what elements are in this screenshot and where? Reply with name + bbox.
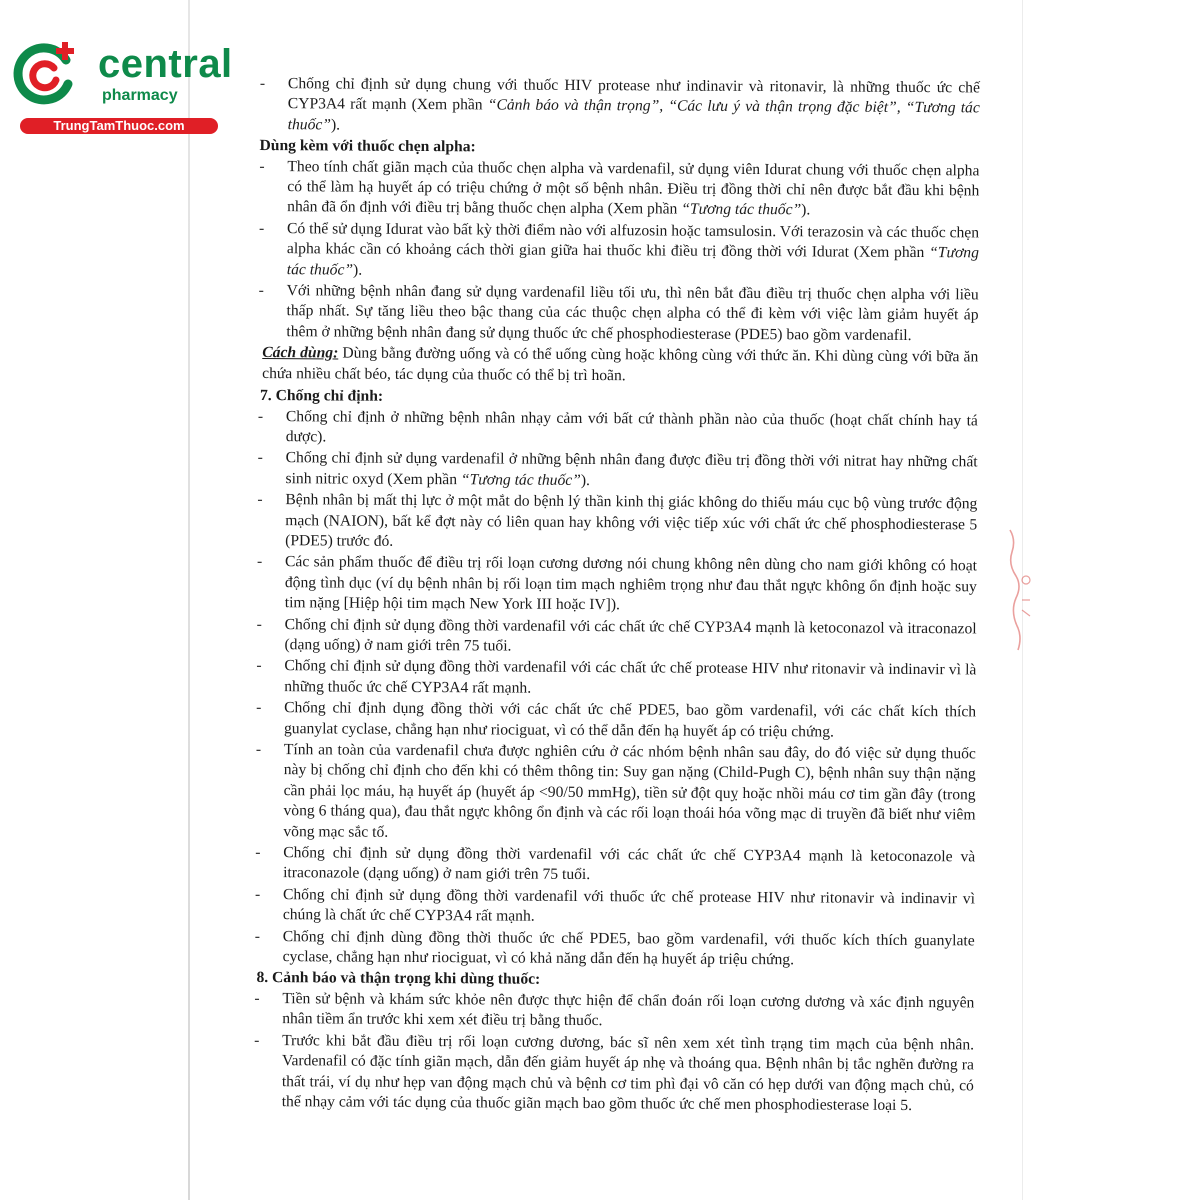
- dash-bullet: -: [257, 407, 264, 425]
- dash-bullet: -: [257, 449, 263, 467]
- dash-bullet: -: [256, 699, 262, 717]
- dash-bullet: -: [256, 615, 262, 633]
- list-item: - Chống chỉ định dùng đồng thời thuốc ức chế PDE5, bao gồm vardenafil, với thuốc kích thích guanylate cyclase, chẳng hạn như riociguat, vì có khả năng dẫn đến hạ huyết áp triệu chứng.: [254, 927, 975, 969]
- dash-bullet: -: [254, 989, 260, 1007]
- dash-bullet: -: [255, 740, 262, 759]
- central-pharmacy-logo-icon: [10, 38, 80, 108]
- brand-name: central: [98, 42, 233, 86]
- usage-paragraph: Cách dùng: Dùng bằng đường uống và có thể uống cùng hoặc không cùng với thức ăn. Khi dùng cùng với bữa ăn chứa nhiều chất béo, tác dụng của thuốc có thể bị trì hoãn.: [262, 344, 979, 384]
- list-item: - Chống chỉ định sử dụng đồng thời vardenafil với các chất ức chế protease HIV như ritonavir và indinavir vì là những thuốc ức chế CYP3A4 rất mạnh.: [256, 657, 977, 697]
- dash-bullet: -: [255, 844, 261, 862]
- dash-bullet: -: [259, 157, 265, 175]
- dash-bullet: -: [254, 927, 260, 945]
- brand-sub: pharmacy: [102, 87, 178, 104]
- list-item: - Chống chỉ định sử dụng đồng thời vardenafil với thuốc ức chế protease HIV như ritonavir và indinavir vì chúng là chất ức chế CYP3A4 rất mạnh.: [254, 885, 976, 925]
- section-heading-8: 8. Cảnh báo và thận trọng khi dùng thuốc:: [256, 969, 541, 989]
- section-heading-alpha: Dùng kèm với thuốc chẹn alpha:: [259, 137, 476, 156]
- list-item: - Chống chỉ định sử dụng đồng thời vardenafil với các chất ức chế CYP3A4 mạnh là ketoconazole và itraconazole (dạng uống) ở nam giới trên 75 tuổi.: [255, 844, 976, 884]
- document-body: [252, 74, 980, 1118]
- dash-bullet: -: [254, 885, 261, 903]
- brand-url[interactable]: TrungTamThuoc.com: [20, 118, 218, 134]
- dash-bullet: -: [254, 1031, 260, 1049]
- list-item: - Trước khi bắt đầu điều trị rối loạn cương dương, bác sĩ nên xem xét tình trạng tim mạch của bệnh nhân. Vardenafil có đặc tính giãn mạch, dẫn đến giảm huyết áp nhẹ và thoáng qua. Bệnh nhân bị tắc nghẽn đường ra thất trái, ví dụ như hẹp van động mạch chủ và bệnh cơ tim phì đại vô căn có hẹp dưới van động mạch chủ, có thể nhạy cảm với tác dụng của thuốc giãn mạch bao gồm thuốc ức chế men phosphodiesterase loại 5.: [254, 1031, 975, 1114]
- list-item: - Tiền sử bệnh và khám sức khỏe nên được thực hiện để chẩn đoán rối loạn cương dương và xác định nguyên nhân tiềm ẩn trước khi xem xét điều trị bằng thuốc.: [254, 989, 975, 1030]
- section-heading-7: 7. Chống chỉ định:: [259, 387, 384, 405]
- dash-bullet: -: [259, 219, 265, 237]
- dash-bullet: -: [258, 282, 264, 300]
- stamp-mark-icon: [1000, 520, 1040, 670]
- list-item: - Có thể sử dụng Idurat vào bất kỳ thời điểm nào với alfuzosin hoặc tamsulosin. Với terazosin và các thuốc chẹn alpha khác cần có khoảng cách thời gian giữa hai thuốc khi điều trị đồng thời với Idurat (Xem phần “Tương tác thuốc”).: [259, 219, 980, 279]
- list-item: - Tính an toàn của vardenafil chưa được nghiên cứu ở các nhóm bệnh nhân sau đây, do đó việc sử dụng thuốc này bị chống chỉ định cho đến khi có thêm thông tin: Suy gan nặng (Child-Pugh C), bệnh nhân suy thận nặng cần phải lọc máu, hạ huyết áp (huyết áp <90/50 mmHg), tiền sử đột quỵ hoặc nhồi máu cơ tim gần đây (trong vòng 6 tháng qua), đau thắt ngực không ổn định và các rối loạn thoái hóa võng mạc di truyền đã biết như viêm võng mạc sắc tố.: [255, 740, 976, 841]
- list-item: - Bệnh nhân bị mất thị lực ở một mắt do bệnh lý thần kinh thị giác không do thiếu máu cục bộ vùng trước động mạch (NAION), bất kể đợt này có liên quan hay không với việc tiếp xúc với chất ức chế phosphodiesterase 5 (PDE5) trước đó.: [257, 491, 978, 550]
- list-item: - Chống chỉ định ở những bệnh nhân nhạy cảm với bất cứ thành phần nào của thuốc (hoạt chất chính hay tá dược).: [257, 407, 978, 446]
- list-item: - Chống chỉ định sử dụng chung với thuốc HIV protease như indinavir và ritonavir, là những thuốc ức chế CYP3A4 rất mạnh (Xem phần “Cảnh báo và thận trọng”, “Các lưu ý và thận trọng đặc biệt”, “Tương tác thuốc”).: [259, 75, 980, 134]
- list-item: - Các sản phẩm thuốc để điều trị rối loạn cương dương nói chung không nên dùng cho nam giới không có hoạt động tình dục (ví dụ bệnh nhân bị rối loạn tim mạch nghiêm trọng như đau thắt ngực không ổn định hoặc suy tim nặng [Hiệp hội tim mạch New York III hoặc IV]).: [256, 553, 978, 614]
- list-item: - Theo tính chất giãn mạch của thuốc chẹn alpha và vardenafil, sử dụng viên Idurat chung với thuốc chẹn alpha có thể làm hạ huyết áp có triệu chứng ở một số bệnh nhân. Điều trị đồng thời chỉ nên được bắt đầu khi bệnh nhân đã ổn định với điều trị bằng thuốc chẹn alpha (Xem phần “Tương tác thuốc”).: [259, 157, 980, 219]
- dash-bullet: -: [257, 491, 263, 509]
- dash-bullet: -: [259, 75, 266, 93]
- list-item: - Chống chỉ định sử dụng vardenafil ở những bệnh nhân đang được điều trị đồng thời với nitrat hay những chất sinh nitric oxyd (Xem phần “Tương tác thuốc”).: [257, 449, 978, 489]
- dash-bullet: -: [256, 657, 262, 675]
- usage-label: Cách dùng:: [262, 344, 339, 362]
- brand-logo[interactable]: [10, 36, 233, 136]
- list-item: - Chống chỉ định dụng đồng thời với các chất ức chế PDE5, bao gồm vardenafil, với các chất kích thích guanylat cyclase, chẳng hạn như riociguat, vì có thể dẫn đến hạ huyết áp có triệu chứng.: [256, 699, 977, 741]
- scan-edge: [188, 0, 190, 1200]
- list-item: - Chống chỉ định sử dụng đồng thời vardenafil với các chất ức chế CYP3A4 mạnh là ketoconazol và itraconazol (dạng uống) ở nam giới trên 75 tuổi.: [256, 615, 977, 655]
- dash-bullet: -: [256, 553, 263, 571]
- list-item: - Với những bệnh nhân đang sử dụng vardenafil liều tối ưu, thì nên bắt đầu điều trị thuốc chẹn alpha với liều thấp nhất. Sự tăng liều theo bậc thang của các thuộc chẹn alpha có thể đi kèm với việc làm giảm huyết áp thêm ở những bệnh nhân đang sử dụng thuốc ức chế phosphodiesterase (PDE5) bao gồm vardenafil.: [258, 282, 979, 344]
